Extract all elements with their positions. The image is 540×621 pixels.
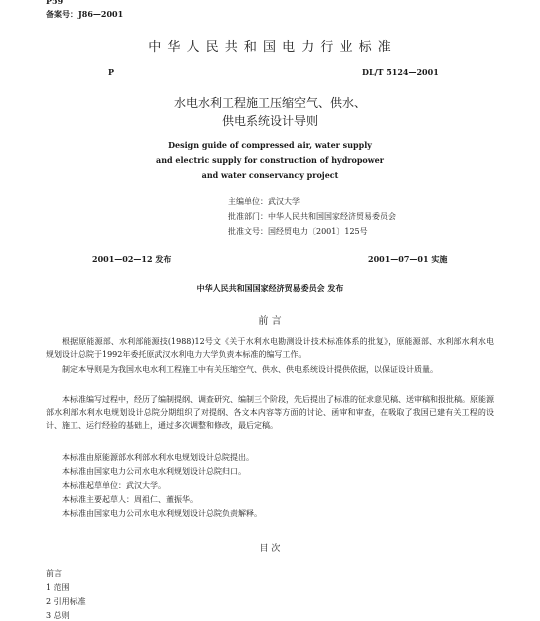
foreword-paragraph: 本标准由国家电力公司水电水利规划设计总院归口。 (62, 467, 246, 476)
foreword-paragraph: 本标准由原能源部水利部水利水电规划设计总院提出。 (62, 453, 254, 462)
title-en-line3: and water conservancy project (201, 170, 339, 180)
classification-letter: P (108, 67, 115, 77)
editor-unit: 主编单位：武汉大学 (228, 197, 300, 206)
toc-item[interactable]: 2 引用标准 (46, 597, 86, 606)
effective-date: 2001—07—01 实施 (368, 254, 448, 264)
toc-item[interactable]: 3 总则 (46, 611, 70, 620)
toc-item[interactable]: 1 范围 (46, 583, 70, 592)
approval-document: 批准文号：国经贸电力〔2001〕125号 (228, 227, 368, 236)
title-cn-line2: 供电系统设计导则 (221, 114, 318, 128)
approving-department: 批准部门：中华人民共和国国家经济贸易委员会 (228, 212, 396, 221)
issuer: 中华人民共和国国家经济贸易委员会 发布 (196, 283, 344, 293)
foreword-paragraph: 制定本导则是为我国水电水利工程施工中有关压缩空气、供水、供电系统设计提供依据，以保证设计质量。 (62, 365, 438, 374)
publish-date: 2001—02—12 发布 (92, 254, 172, 264)
foreword-paragraph: 本标准由国家电力公司水电水利规划设计总院负责解释。 (62, 509, 262, 518)
title-en-line1: Design guide of compressed air, water supply (168, 140, 372, 150)
standard-category: 中 华 人 民 共 和 国 电 力 行 业 标 准 (148, 40, 392, 55)
foreword-heading: 前 言 (258, 316, 282, 327)
foreword-paragraph: 本标准编写过程中，经历了编制提纲、调查研究、编制三个阶段，先后提出了标准的征求意见稿、送审稿和报批稿。原能源部水利部水利水电规划设计总院分期组织了对提纲、各文本内容等方面的讨论、函审和审查，在吸取了我国已建有关工程的设计、施工、运行经验的基础上，通过多次调整和修改，最后定稿。 (46, 395, 494, 430)
foreword-paragraph: 本标准起草单位：武汉大学。 (62, 481, 166, 490)
foreword-paragraph: 根据原能源部、水利部能源技(1988)12号文《关于水利水电勘测设计技术标准体系的批复》，原能源部、水利部水利水电规划设计总院于1992年委托原武汉水利电力大学负责本标准的编写工作。 (46, 337, 494, 359)
title-en-line2: and electric supply for construction of hydropower (156, 155, 384, 165)
toc-item[interactable]: 前言 (46, 569, 62, 578)
foreword-paragraph: 本标准主要起草人：周祖仁、董振华。 (62, 495, 198, 504)
toc-heading: 目 次 (259, 544, 281, 554)
document-code: P59 (46, 0, 64, 6)
standard-number: DL/T 5124—2001 (362, 67, 439, 77)
filing-number: 备案号：J86—2001 (46, 9, 124, 19)
title-cn-line1: 水电水利工程施工压缩空气、供水、 (173, 96, 366, 110)
